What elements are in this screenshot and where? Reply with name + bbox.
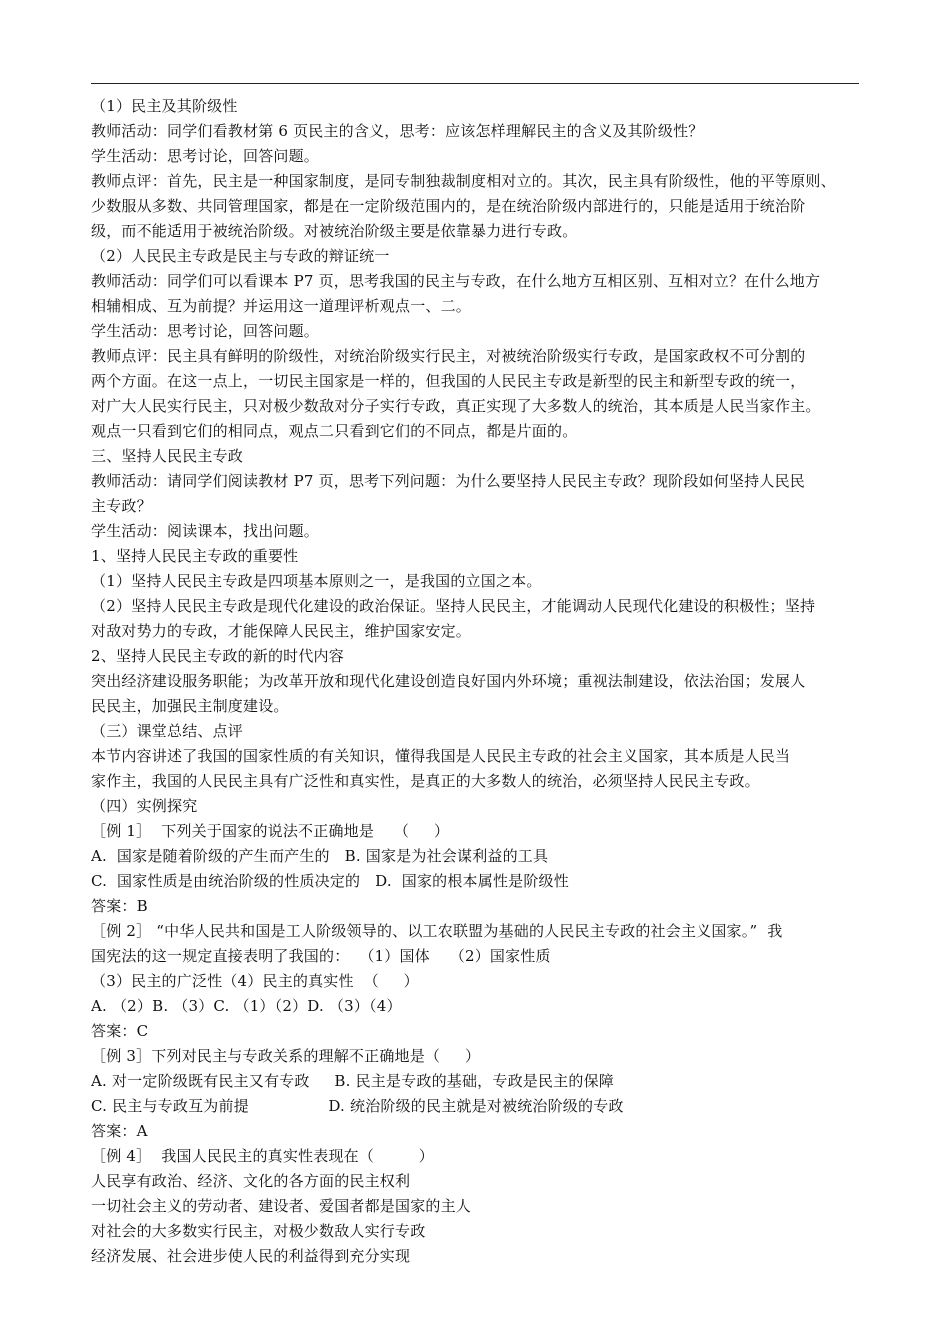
text-line: 民民主，加强民主制度建设。 [91, 697, 289, 715]
text-line: 突出经济建设服务职能；为改革开放和现代化建设创造良好国内外环境；重视法制建设，依法治国；发展人 [91, 672, 806, 690]
text-line: 家作主，我国的人民民主具有广泛性和真实性，是真正的大多数人的统治，必须坚持人民民主专政。 [91, 772, 760, 790]
text-line: （四）实例探究 [91, 797, 198, 815]
text-line: ［例 3］下列对民主与专政关系的理解不正确地是（ ） [91, 1047, 481, 1065]
text-line: 教师活动：请同学们阅读教材 P7 页，思考下列问题：为什么要坚持人民民主专政？现阶段如何坚持人民民 [91, 472, 805, 490]
text-line: 学生活动：思考讨论，回答问题。 [91, 147, 320, 165]
text-line: 本节内容讲述了我国的国家性质的有关知识，懂得我国是人民民主专政的社会主义国家，其本质是人民当 [91, 747, 791, 765]
text-line: 三、坚持人民民主专政 [91, 447, 244, 465]
text-line: 1、坚持人民民主专政的重要性 [91, 547, 299, 565]
text-line: 学生活动：阅读课本，找出问题。 [91, 522, 320, 540]
text-line: 主专政？ [91, 497, 152, 515]
text-line: A. （2）B. （3）C. （1）（2）D. （3）（4） [91, 997, 402, 1015]
text-line: ［例 2］ “中华人民共和国是工人阶级领导的、以工农联盟为基础的人民民主专政的社会主义国家。” 我 [91, 922, 783, 940]
header-rule [91, 83, 859, 84]
text-line: 相辅相成、互为前提？并运用这一道理评析观点一、二。 [91, 297, 472, 315]
text-line: 级，而不能适用于被统治阶级。对被统治阶级主要是依靠暴力进行专政。 [91, 222, 578, 240]
text-line: 教师点评：民主具有鲜明的阶级性，对统治阶级实行民主，对被统治阶级实行专政，是国家政权不可分割的 [91, 347, 806, 365]
text-line: （3）民主的广泛性（4）民主的真实性 （ ） [91, 972, 419, 990]
text-line: C. 民主与专政互为前提 D. 统治阶级的民主就是对被统治阶级的专政 [91, 1097, 624, 1115]
text-line: 答案：A [91, 1122, 148, 1140]
text-line: 2、坚持人民民主专政的新的时代内容 [91, 647, 344, 665]
text-line: 教师活动：同学们可以看课本 P7 页，思考我国的民主与专政，在什么地方互相区别、互相对立？在什么地方 [91, 272, 821, 290]
text-line: （1）民主及其阶级性 [91, 97, 238, 115]
text-line: C. 国家性质是由统治阶级的性质决定的 D. 国家的根本属性是阶级性 [91, 872, 569, 890]
text-line: 国宪法的这一规定直接表明了我国的： （1）国体 （2）国家性质 [91, 947, 551, 965]
text-line: ［例 4］ 我国人民民主的真实性表现在（ ） [91, 1147, 434, 1165]
text-line: 对敌对势力的专政，才能保障人民民主，维护国家安定。 [91, 622, 472, 640]
document-body [91, 94, 859, 1269]
text-line: 经济发展、社会进步使人民的利益得到充分实现 [91, 1247, 411, 1265]
text-line: 教师活动：同学们看教材第 6 页民主的含义，思考：应该怎样理解民主的含义及其阶级性？ [91, 122, 704, 140]
text-line: 观点一只看到它们的相同点，观点二只看到它们的不同点，都是片面的。 [91, 422, 578, 440]
text-line: （1）坚持人民民主专政是四项基本原则之一，是我国的立国之本。 [91, 572, 542, 590]
text-line: A. 对一定阶级既有民主又有专政 B. 民主是专政的基础，专政是民主的保障 [91, 1072, 614, 1090]
text-line: 答案：C [91, 1022, 149, 1040]
text-line: 对社会的大多数实行民主，对极少数敌人实行专政 [91, 1222, 426, 1240]
text-line: 学生活动：思考讨论，回答问题。 [91, 322, 320, 340]
text-line: （2）人民民主专政是民主与专政的辩证统一 [91, 247, 390, 265]
text-line: （2）坚持人民民主专政是现代化建设的政治保证。坚持人民民主，才能调动人民现代化建设的积极性；坚持 [91, 597, 816, 615]
text-line: 两个方面。在这一点上，一切民主国家是一样的，但我国的人民民主专政是新型的民主和新型专政的统一， [91, 372, 806, 390]
text-line: 人民享有政治、经济、文化的各方面的民主权利 [91, 1172, 411, 1190]
text-line: 对广大人民实行民主，只对极少数敌对分子实行专政，真正实现了大多数人的统治，其本质是人民当家作主。 [91, 397, 821, 415]
text-line: 一切社会主义的劳动者、建设者、爱国者都是国家的主人 [91, 1197, 472, 1215]
text-line: 教师点评：首先，民主是一种国家制度，是同专制独裁制度相对立的。其次，民主具有阶级性，他的平等原则、 [91, 172, 836, 190]
text-line: （三）课堂总结、点评 [91, 722, 244, 740]
text-line: 少数服从多数、共同管理国家，都是在一定阶级范围内的，是在统治阶级内部进行的，只能是适用于统治阶 [91, 197, 806, 215]
text-line: 答案：B [91, 897, 148, 915]
text-line: A. 国家是随着阶级的产生而产生的 B. 国家是为社会谋利益的工具 [91, 847, 549, 865]
text-line: ［例 1］ 下列关于国家的说法不正确地是 （ ） [91, 822, 450, 840]
